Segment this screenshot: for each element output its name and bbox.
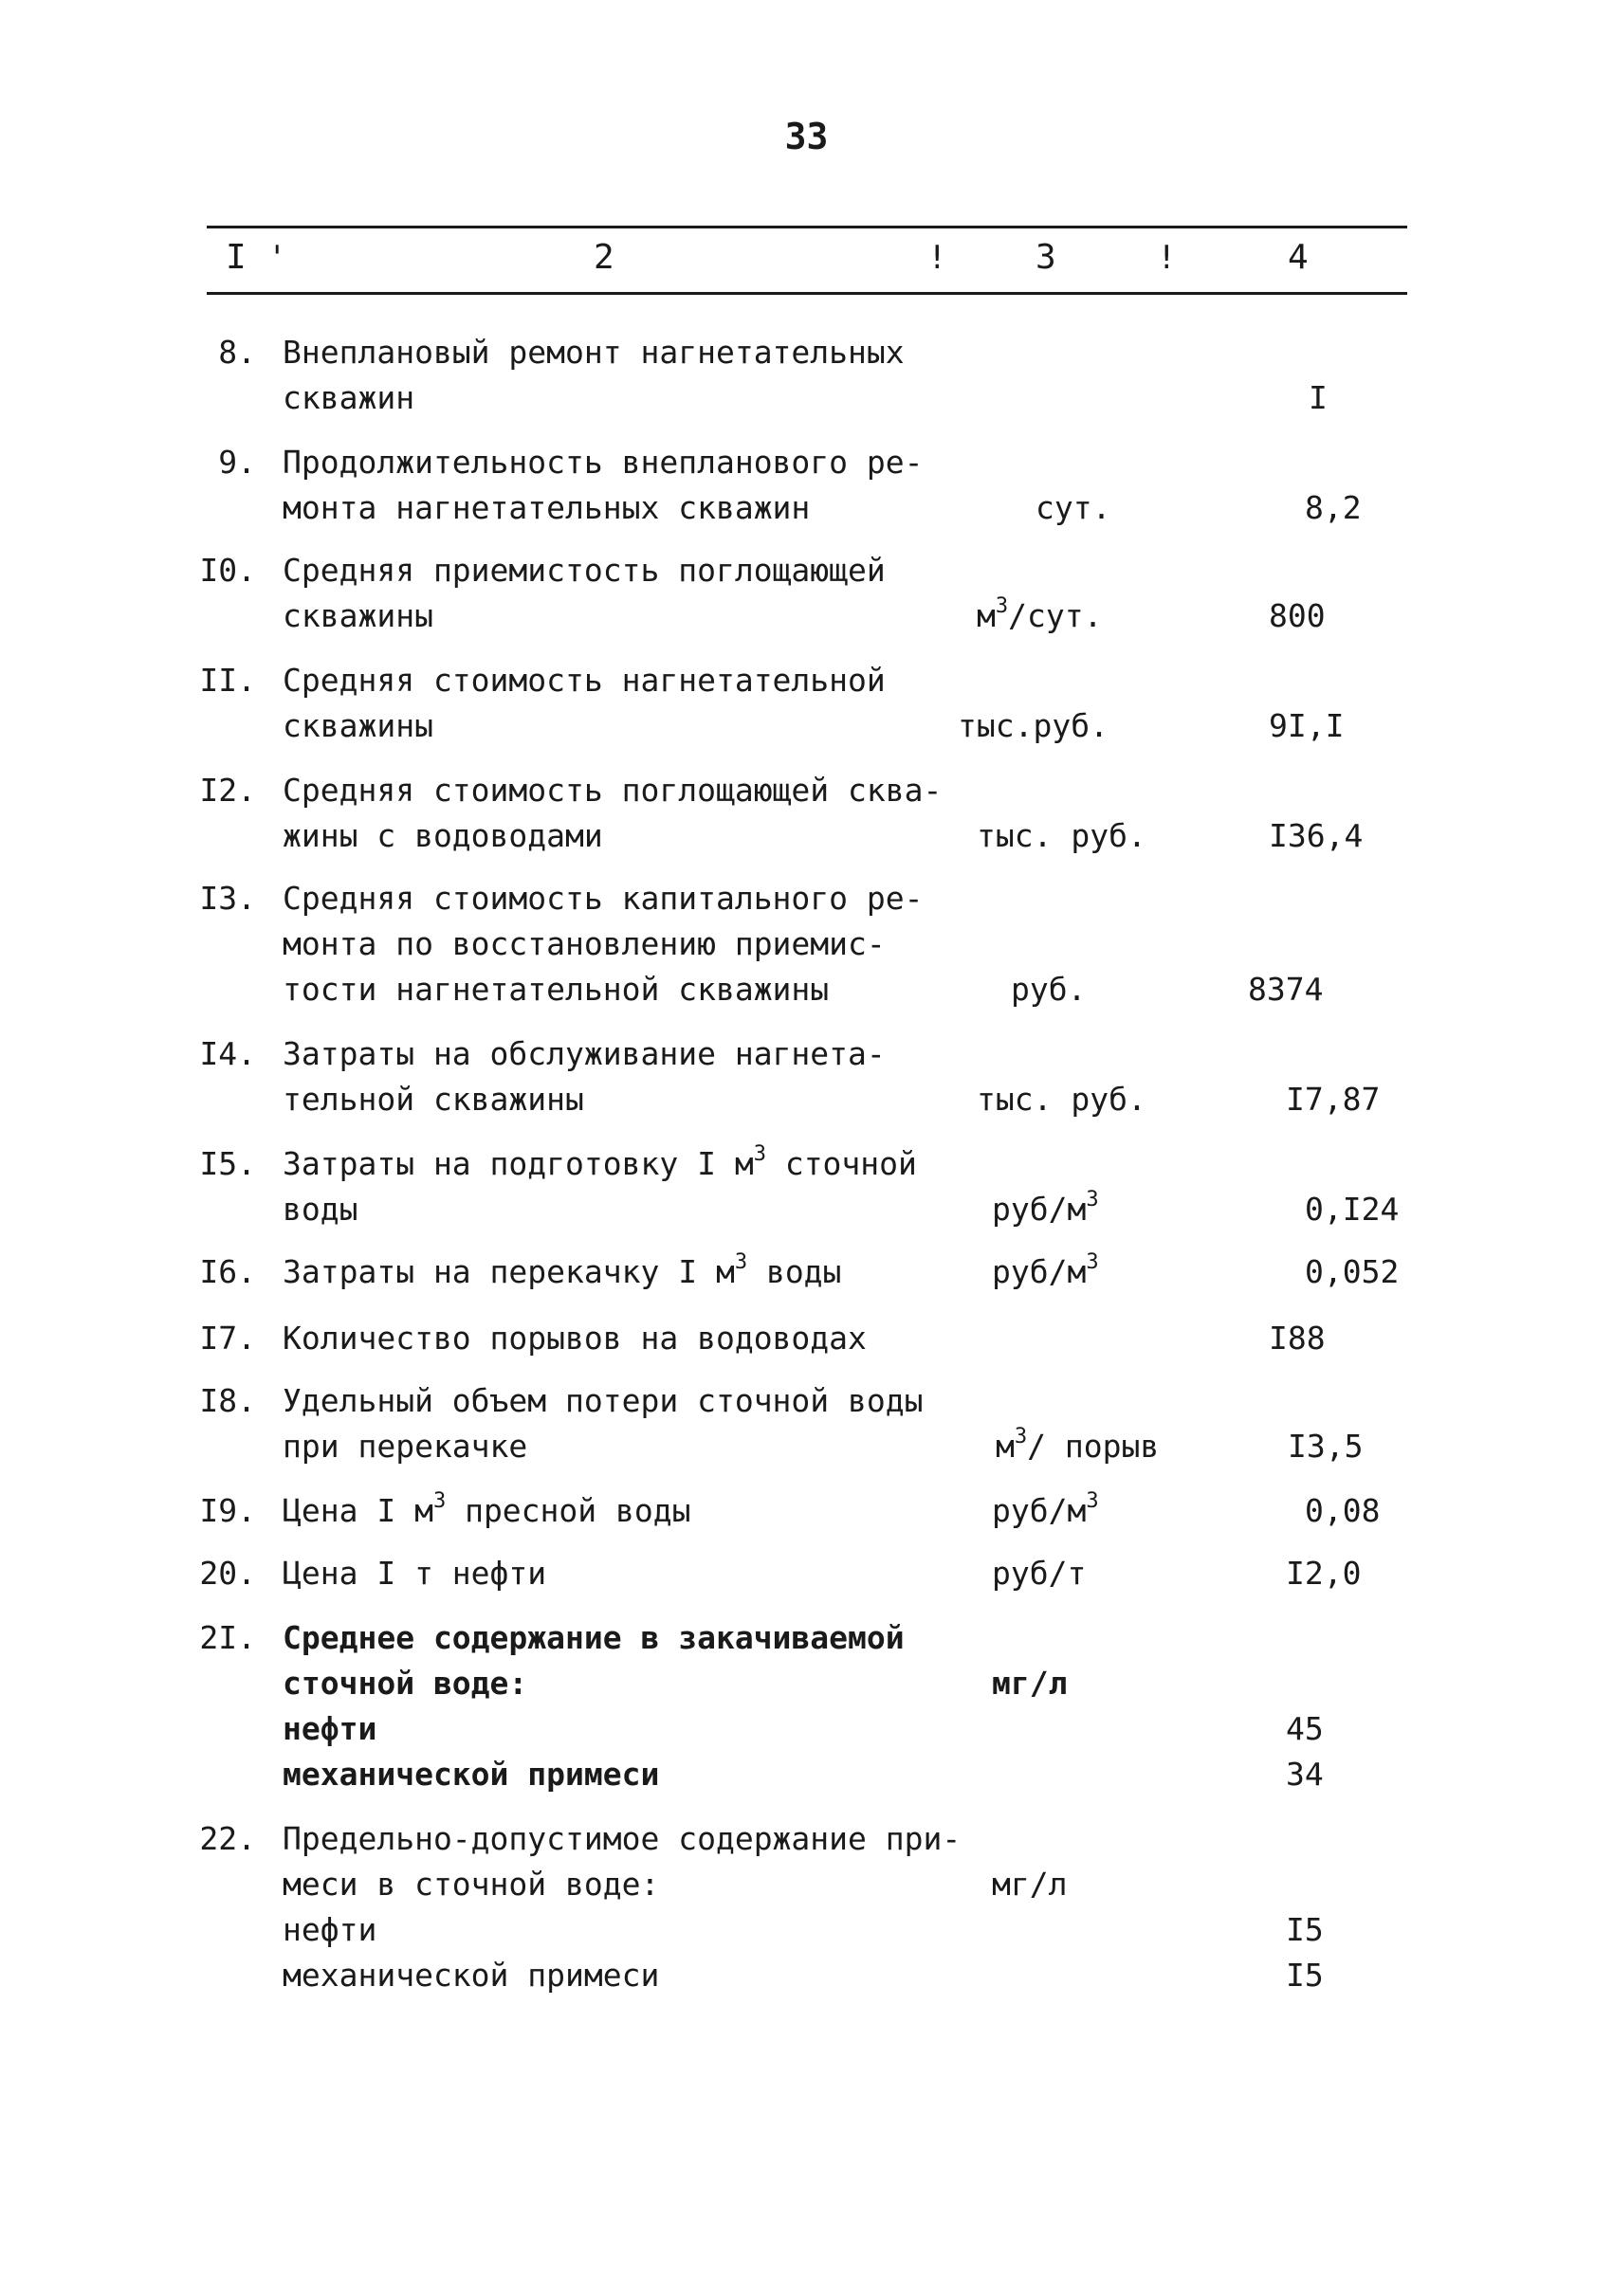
row-number: I4. [199, 1035, 256, 1072]
table-header-rule [207, 292, 1407, 295]
row-text: Затраты на обслуживание нагнета- [283, 1035, 886, 1072]
header-col-2: 2 [594, 238, 614, 277]
row-value: I7,87 [1286, 1081, 1381, 1118]
row-sub-label: механической примеси [283, 1957, 660, 1994]
row-value: 0,08 [1305, 1492, 1381, 1529]
row-number: I5. [199, 1145, 256, 1182]
row-value: I [1309, 379, 1328, 416]
row-value: 45 [1286, 1710, 1324, 1747]
row-value: I36,4 [1269, 817, 1364, 854]
row-value: 0,052 [1305, 1253, 1400, 1290]
row-number: II. [199, 662, 256, 699]
row-unit: руб/$м^3$ [992, 1489, 1099, 1529]
row-text: Средняя приемистость поглощающей [283, 552, 886, 589]
row-unit: мг/л [992, 1866, 1068, 1903]
header-separator: ! [1157, 239, 1177, 277]
row-number: 2I. [199, 1619, 256, 1656]
row-value: I3,5 [1288, 1428, 1364, 1465]
row-value: 9I,I [1269, 707, 1345, 744]
row-text: Средняя стоимость капитального ре- [283, 880, 924, 917]
header-col-3: 3 [1036, 238, 1056, 277]
row-sub-label: механической примеси [283, 1756, 660, 1793]
header-col-1: I [226, 238, 247, 277]
row-number: I7. [199, 1320, 256, 1357]
header-col-4: 4 [1288, 238, 1309, 277]
row-value: I2,0 [1286, 1555, 1362, 1592]
row-number: I9. [199, 1492, 256, 1529]
row-text: монта нагнетательных скважин [283, 489, 811, 526]
row-number: 22. [199, 1820, 256, 1857]
row-unit: мг/л [992, 1665, 1068, 1702]
row-text: монта по восстановлению приемис- [283, 925, 886, 962]
row-unit: руб. [1011, 971, 1087, 1008]
row-text: воды [283, 1191, 358, 1228]
row-text: Внеплановый ремонт нагнетательных [283, 334, 905, 371]
row-sub-label: нефти [283, 1710, 377, 1747]
row-unit: руб/$м^3$ [992, 1250, 1099, 1290]
row-unit: $м^3$/сут. [977, 594, 1103, 634]
row-text: тельной скважины [283, 1081, 584, 1118]
row-value: 8,2 [1305, 489, 1362, 526]
header-separator: ' [267, 239, 287, 277]
row-value: I88 [1269, 1320, 1326, 1357]
row-unit: руб/т [992, 1555, 1087, 1592]
row-unit: тыс. руб. [977, 817, 1146, 854]
table-top-rule [207, 226, 1407, 228]
row-number: I2. [199, 772, 256, 809]
row-value: 8374 [1248, 971, 1324, 1008]
row-text: Средняя стоимость нагнетательной [283, 662, 886, 699]
row-text: Продолжительность внепланового ре- [283, 444, 924, 481]
row-text: скважин [283, 379, 415, 416]
row-text: Средняя стоимость поглощающей сква- [283, 772, 943, 809]
row-number: I8. [199, 1382, 256, 1419]
row-value: 34 [1286, 1756, 1324, 1793]
row-unit: руб/$м^3$ [992, 1188, 1099, 1228]
row-value: 0,I24 [1305, 1191, 1400, 1228]
row-number: 9. [218, 444, 256, 481]
row-unit: тыс.руб. [958, 707, 1109, 744]
row-text: Удельный объем потери сточной воды [283, 1382, 924, 1419]
row-unit: $м^3/$ порыв [996, 1425, 1160, 1465]
row-text: Затраты на подготовку I $м^3$ сточной [283, 1142, 917, 1182]
row-number: 8. [218, 334, 256, 371]
row-text: Среднее содержание в закачиваемой [283, 1619, 905, 1656]
row-text: Цена I т нефти [283, 1555, 547, 1592]
row-number: I0. [199, 552, 256, 589]
row-text: при перекачке [283, 1428, 528, 1465]
row-text: Количество порывов на водоводах [283, 1320, 867, 1357]
row-text: Цена I $м^3$ пресной воды [283, 1489, 691, 1529]
row-text: сточной воде: [283, 1665, 528, 1702]
row-text: жины с водоводами [283, 817, 603, 854]
row-text: тости нагнетательной скважины [283, 971, 830, 1008]
row-text: меси в сточной воде: [283, 1866, 660, 1903]
row-value: I5 [1286, 1911, 1324, 1948]
header-separator: ! [927, 239, 947, 277]
row-sub-label: нефти [283, 1911, 377, 1948]
row-value: I5 [1286, 1957, 1324, 1994]
row-text: скважины [283, 707, 433, 744]
row-number: 20. [199, 1555, 256, 1592]
row-unit: тыс. руб. [977, 1081, 1146, 1118]
row-text: скважины [283, 597, 433, 634]
row-text: Затраты на перекачку I $м^3$ воды [283, 1250, 842, 1290]
row-value: 800 [1269, 597, 1326, 634]
page-number: 33 [784, 116, 829, 157]
row-number: I3. [199, 880, 256, 917]
row-text: Предельно-допустимое содержание при- [283, 1820, 962, 1857]
row-number: I6. [199, 1253, 256, 1290]
row-unit: сут. [1036, 489, 1111, 526]
